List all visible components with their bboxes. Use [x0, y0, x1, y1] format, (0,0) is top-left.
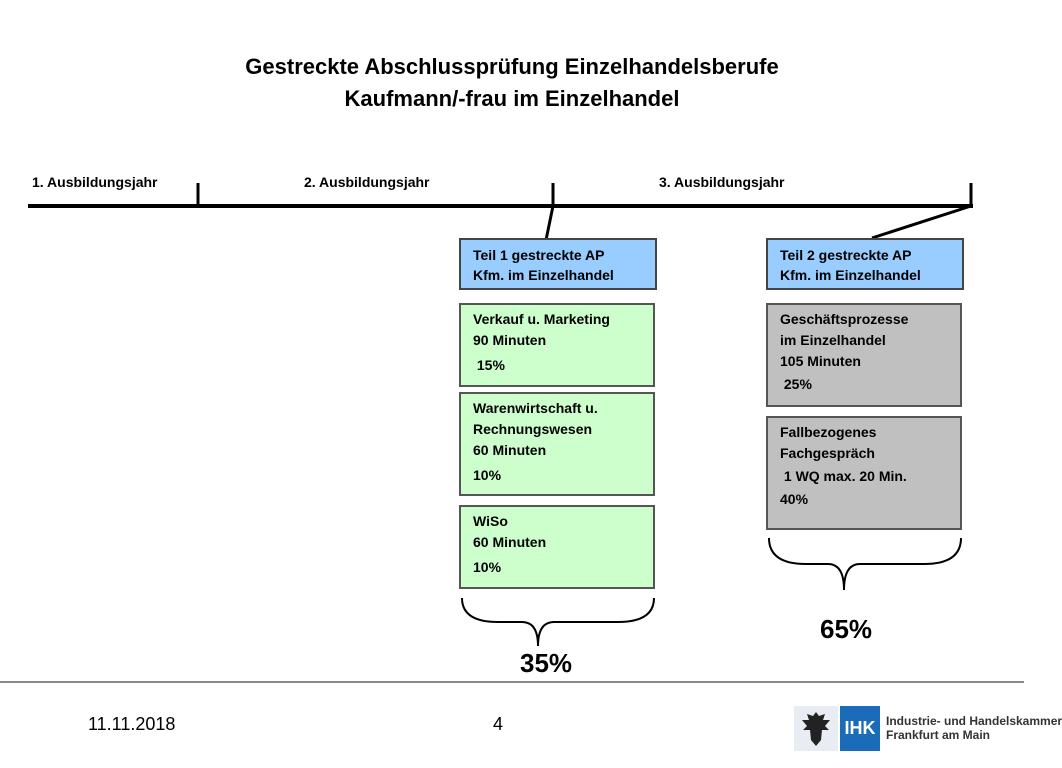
- connector-teil2: [872, 206, 971, 238]
- teil1-header-line-2: Kfm. im Einzelhandel: [473, 267, 614, 283]
- warenwirtschaft-title-2: Rechnungswesen: [473, 421, 593, 437]
- ihk-org-line-1: Industrie- und Handelskammer: [886, 714, 1062, 728]
- warenwirtschaft-title-1: Warenwirtschaft u.: [473, 400, 598, 416]
- geschaeftsprozesse-title-2: im Einzelhandel: [780, 332, 886, 348]
- year-2-label: 2. Ausbildungsjahr: [304, 174, 430, 190]
- verkauf-weight: 15%: [473, 357, 505, 373]
- title-line-2: Kaufmann/-frau im Einzelhandel: [344, 86, 680, 111]
- ihk-logo: [794, 706, 1062, 751]
- footer-page-number: 4: [493, 714, 504, 734]
- fachgespraech-title-1: Fallbezogenes: [780, 424, 877, 440]
- fachgespraech-weight: 40%: [780, 491, 809, 507]
- wiso-weight: 10%: [473, 559, 502, 575]
- wiso-title: WiSo: [473, 513, 508, 529]
- footer-date: 11.11.2018: [88, 714, 176, 734]
- geschaeftsprozesse-title-1: Geschäftsprozesse: [780, 311, 909, 327]
- teil2-box-geschaeftsprozesse: [766, 303, 962, 407]
- eagle-icon: [794, 706, 838, 751]
- ihk-logo-mark: IHK: [840, 706, 880, 751]
- year-1-label: 1. Ausbildungsjahr: [32, 174, 158, 190]
- verkauf-duration: 90 Minuten: [473, 332, 547, 348]
- fachgespraech-duration: 1 WQ max. 20 Min.: [780, 468, 907, 484]
- teil1-header-box: [459, 238, 657, 290]
- teil2-box-fachgespraech: [766, 416, 962, 530]
- geschaeftsprozesse-duration: 105 Minuten: [780, 353, 861, 369]
- warenwirtschaft-weight: 10%: [473, 467, 502, 483]
- year-3-label: 3. Ausbildungsjahr: [659, 174, 785, 190]
- title-line-1: Gestreckte Abschlussprüfung Einzelhandelsberufe: [245, 54, 779, 79]
- teil2-header-box: [766, 238, 964, 290]
- teil1-total-percent: 35%: [520, 648, 573, 678]
- wiso-duration: 60 Minuten: [473, 534, 547, 550]
- footer-divider: [0, 681, 1024, 683]
- teil2-total-percent: 65%: [820, 614, 873, 644]
- ihk-org-name: [886, 714, 1062, 742]
- teil1-box-verkauf: [459, 303, 655, 387]
- brace-teil2: [769, 538, 961, 590]
- geschaeftsprozesse-weight: 25%: [780, 376, 812, 392]
- teil1-box-wiso: [459, 505, 655, 589]
- teil2-header-line-2: Kfm. im Einzelhandel: [780, 267, 921, 283]
- ihk-org-line-2: Frankfurt am Main: [886, 728, 991, 742]
- teil2-header-line-1: Teil 2 gestreckte AP: [780, 247, 912, 263]
- teil1-box-warenwirtschaft: [459, 392, 655, 496]
- warenwirtschaft-duration: 60 Minuten: [473, 442, 547, 458]
- connector-teil1: [546, 206, 553, 240]
- fachgespraech-title-2: Fachgespräch: [780, 445, 875, 461]
- verkauf-title: Verkauf u. Marketing: [473, 311, 610, 327]
- brace-teil1: [462, 598, 654, 646]
- teil1-header-line-1: Teil 1 gestreckte AP: [473, 247, 605, 263]
